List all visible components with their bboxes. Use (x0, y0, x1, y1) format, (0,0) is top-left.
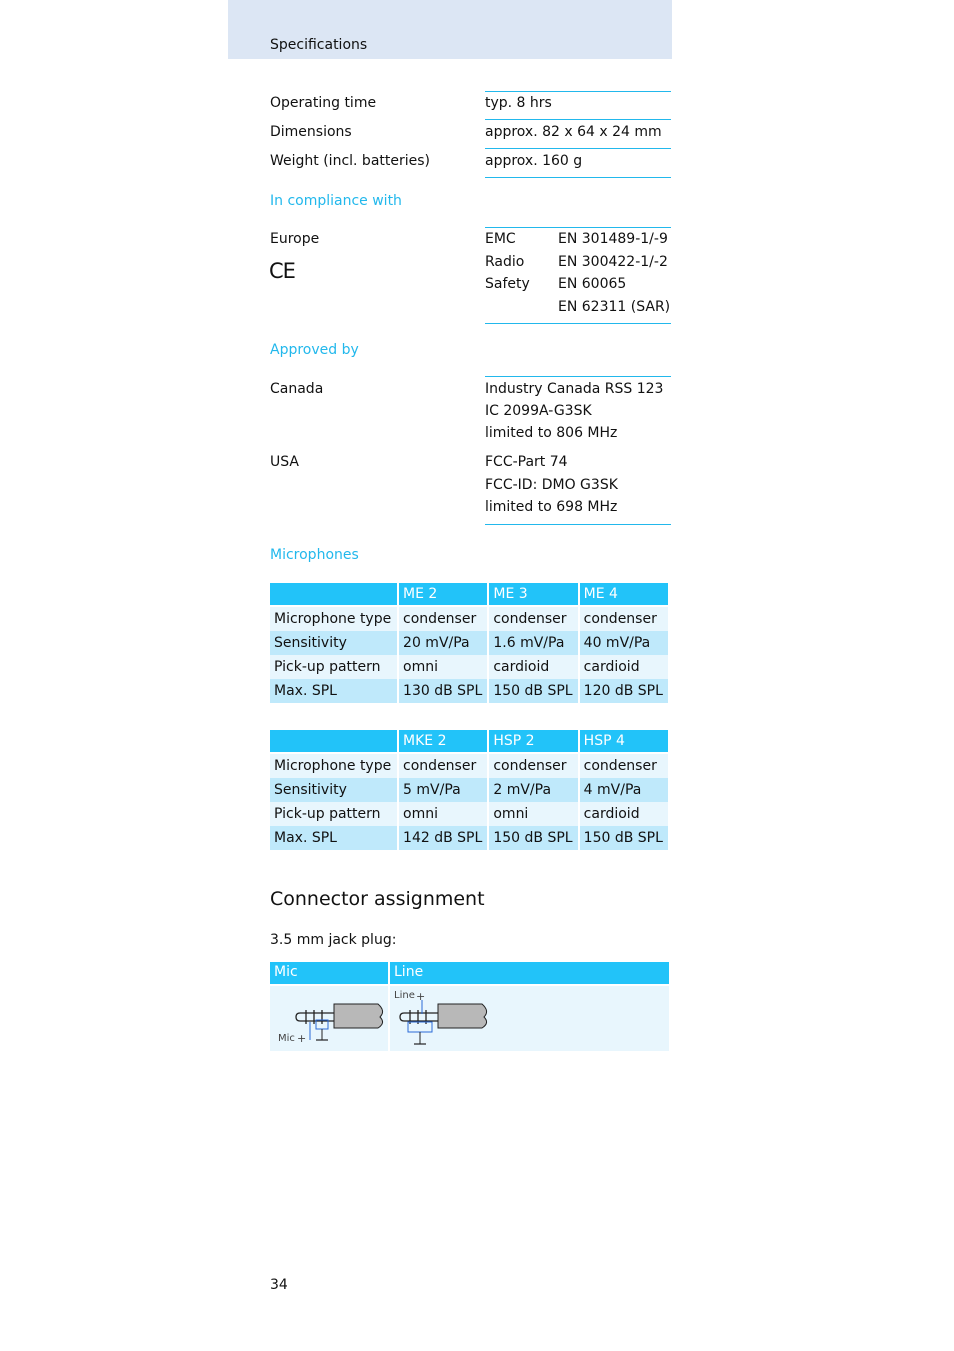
microphone-table-2 (268, 730, 670, 850)
connector-cell-line (390, 986, 669, 1051)
table-cell: omni (399, 802, 487, 826)
compliance-category-radio: Radio (485, 254, 525, 270)
approved-canada-line: limited to 806 MHz (485, 425, 618, 441)
approved-usa-line: FCC-ID: DMO G3SK (485, 477, 618, 493)
table-cell: Pick-up pattern (270, 802, 397, 826)
table-row (270, 679, 668, 703)
table-row (270, 802, 668, 826)
approved-heading: Approved by (270, 342, 359, 358)
page-number: 34 (270, 1277, 288, 1293)
spec-rule (485, 148, 671, 149)
ce-mark-icon: CE (269, 259, 295, 283)
table-cell: condenser (489, 607, 577, 631)
compliance-standard-emc: EN 301489-1/-9 (558, 231, 668, 247)
spec-value-dimensions: approx. 82 x 64 x 24 mm (485, 124, 662, 140)
approved-canada-line: Industry Canada RSS 123 (485, 381, 664, 397)
table-row (270, 631, 668, 655)
table-row (270, 778, 668, 802)
table-header-cell (270, 730, 397, 754)
table-cell: 1.6 mV/Pa (489, 631, 577, 655)
line-jack-plug-icon (390, 986, 669, 1051)
table-cell: 130 dB SPL (399, 679, 487, 703)
microphones-heading: Microphones (270, 547, 359, 563)
approved-usa-label: USA (270, 454, 299, 470)
microphone-table-1 (268, 583, 670, 703)
table-cell: cardioid (580, 655, 668, 679)
spec-label-operating-time: Operating time (270, 95, 377, 111)
spec-label-weight: Weight (incl. batteries) (270, 153, 431, 169)
connector-header-line: Line (390, 962, 669, 984)
connector-header-mic: Mic (270, 962, 388, 984)
table-cell: condenser (489, 754, 577, 778)
spec-rule (485, 91, 671, 92)
approved-rule-bottom (485, 524, 671, 525)
approved-rule-top (485, 376, 671, 377)
table-header-cell (270, 583, 397, 607)
table-row (270, 754, 668, 778)
spec-value-operating-time: typ. 8 hrs (485, 95, 552, 111)
line-label: Line (394, 990, 415, 1001)
mic-plus-sign: + (297, 1032, 307, 1045)
approved-canada-line: IC 2099A-G3SK (485, 403, 592, 419)
table-header-cell: ME 3 (489, 583, 577, 607)
table-cell: 2 mV/Pa (489, 778, 577, 802)
table-cell: Sensitivity (270, 631, 397, 655)
table-cell: Max. SPL (270, 826, 397, 850)
approved-usa-line: FCC-Part 74 (485, 454, 568, 470)
connector-section-title: Connector assignment (270, 888, 485, 910)
compliance-category-emc: EMC (485, 231, 516, 247)
table-cell: condenser (399, 607, 487, 631)
table-cell: cardioid (580, 802, 668, 826)
table-cell: 20 mV/Pa (399, 631, 487, 655)
page-header-title: Specifications (270, 37, 368, 53)
table-cell: Microphone type (270, 607, 397, 631)
table-cell: condenser (580, 607, 668, 631)
table-cell: 150 dB SPL (489, 679, 577, 703)
table-cell: 120 dB SPL (580, 679, 668, 703)
compliance-rule-bottom (485, 323, 671, 324)
table-cell: Max. SPL (270, 679, 397, 703)
approved-canada-label: Canada (270, 381, 324, 397)
table-cell: 150 dB SPL (580, 826, 668, 850)
compliance-standard-radio: EN 300422-1/-2 (558, 254, 668, 270)
table-header-cell: HSP 4 (580, 730, 668, 754)
line-plus-sign: + (416, 990, 426, 1003)
connector-cell-mic (270, 986, 388, 1051)
table-cell: cardioid (489, 655, 577, 679)
table-header-row (270, 583, 668, 607)
table-header-cell: MKE 2 (399, 730, 487, 754)
table-cell: Pick-up pattern (270, 655, 397, 679)
table-header-cell: HSP 2 (489, 730, 577, 754)
table-cell: 142 dB SPL (399, 826, 487, 850)
table-cell: 5 mV/Pa (399, 778, 487, 802)
compliance-heading: In compliance with (270, 193, 402, 209)
table-header-cell: ME 4 (580, 583, 668, 607)
approved-usa-line: limited to 698 MHz (485, 499, 618, 515)
table-cell: 4 mV/Pa (580, 778, 668, 802)
compliance-region: Europe (270, 231, 320, 247)
spec-value-weight: approx. 160 g (485, 153, 583, 169)
compliance-standard-sar: EN 62311 (SAR) (558, 299, 671, 315)
table-cell: 40 mV/Pa (580, 631, 668, 655)
connector-subtitle: 3.5 mm jack plug: (270, 932, 397, 948)
table-cell: Microphone type (270, 754, 397, 778)
connector-table (270, 962, 669, 1051)
table-cell: condenser (399, 754, 487, 778)
table-cell: 150 dB SPL (489, 826, 577, 850)
spec-rule (485, 177, 671, 178)
table-cell: omni (489, 802, 577, 826)
table-cell: condenser (580, 754, 668, 778)
mic-label: Mic (278, 1033, 295, 1044)
compliance-category-safety: Safety (485, 276, 530, 292)
table-header-cell: ME 2 (399, 583, 487, 607)
spec-label-dimensions: Dimensions (270, 124, 352, 140)
table-cell: omni (399, 655, 487, 679)
table-cell: Sensitivity (270, 778, 397, 802)
table-row (270, 607, 668, 631)
table-row (270, 655, 668, 679)
spec-rule (485, 119, 671, 120)
table-header-row (270, 730, 668, 754)
table-row (270, 826, 668, 850)
compliance-standard-safety: EN 60065 (558, 276, 627, 292)
compliance-rule-top (485, 227, 671, 228)
